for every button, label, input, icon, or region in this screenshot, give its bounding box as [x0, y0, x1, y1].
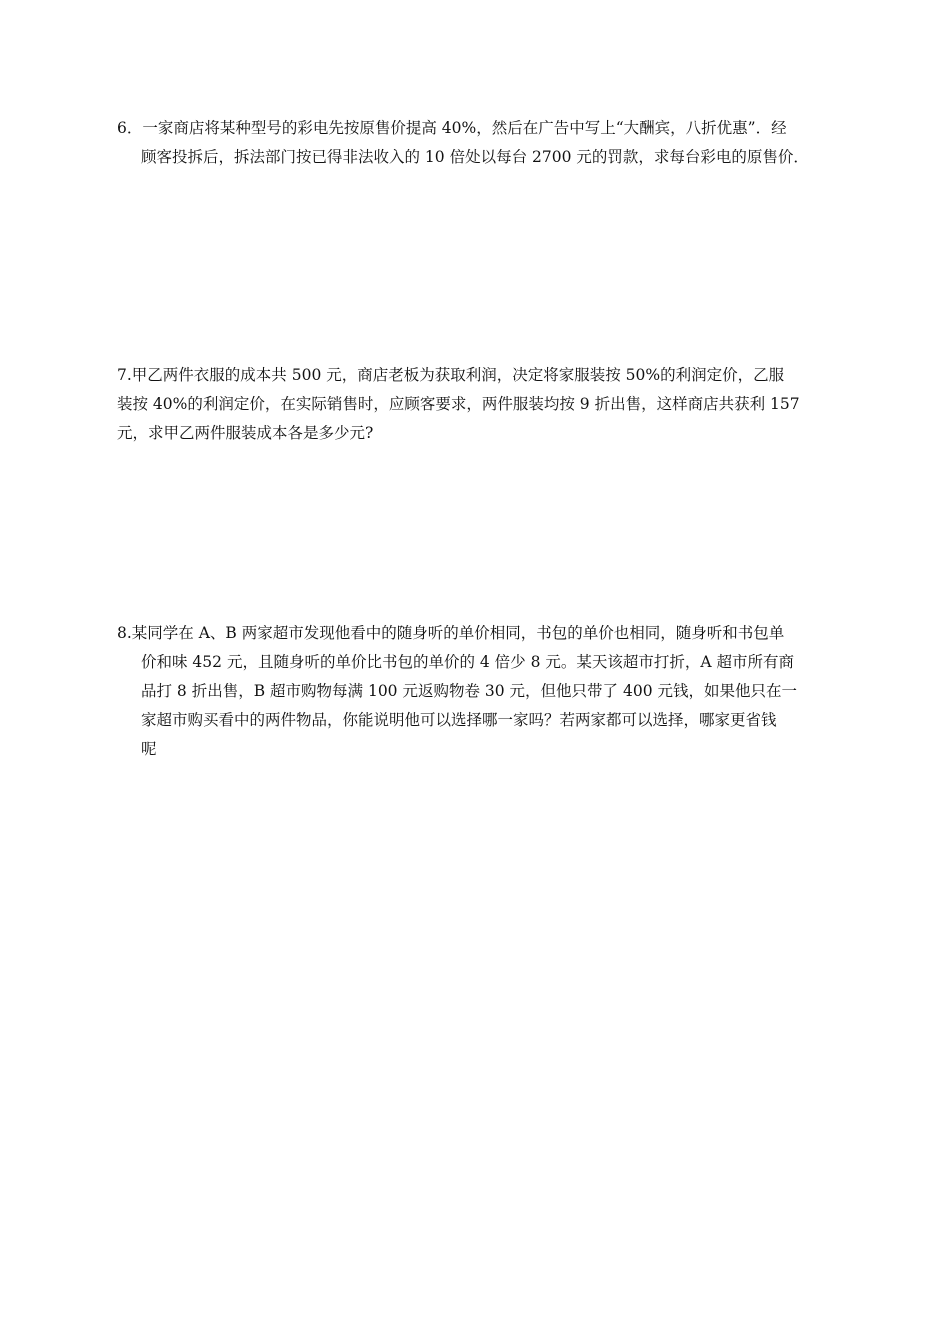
- problem-8-line-3: 品打 8 折出售，B 超市购物每满 100 元返购物卷 30 元，但他只带了 400 元钱，如果他只在一: [141, 682, 797, 700]
- problem-8: [117, 619, 835, 764]
- problem-6: [117, 114, 835, 172]
- problem-7-line-3: 元，求甲乙两件服装成本各是多少元?: [117, 424, 374, 442]
- problem-8-line-2: 价和味 452 元，且随身听的单价比书包的单价的 4 倍少 8 元。某天该超市打折，A 超市所有商: [141, 653, 794, 671]
- problem-6-line-1: 6．一家商店将某种型号的彩电先按原售价提高 40%，然后在广告中写上“大酬宾，八折优惠”．经: [117, 119, 787, 137]
- problem-7: [117, 361, 835, 448]
- problem-8-line-5: 呢: [141, 740, 157, 758]
- problem-6-line-2: 顾客投拆后，拆法部门按已得非法收入的 10 倍处以每台 2700 元的罚款，求每台彩电的原售价．: [141, 148, 809, 166]
- problem-7-line-1: 7.甲乙两件衣服的成本共 500 元，商店老板为获取利润，决定将家服装按 50%的利润定价，乙服: [117, 366, 785, 384]
- problem-7-line-2: 装按 40%的利润定价，在实际销售时，应顾客要求，两件服装均按 9 折出售，这样商店共获利 157: [117, 395, 800, 413]
- problem-8-line-4: 家超市购买看中的两件物品，你能说明他可以选择哪一家吗？若两家都可以选择，哪家更省钱: [141, 711, 777, 729]
- problem-8-line-1: 8.某同学在 A、B 两家超市发现他看中的随身听的单价相同，书包的单价也相同，随身听和书包单: [117, 624, 785, 642]
